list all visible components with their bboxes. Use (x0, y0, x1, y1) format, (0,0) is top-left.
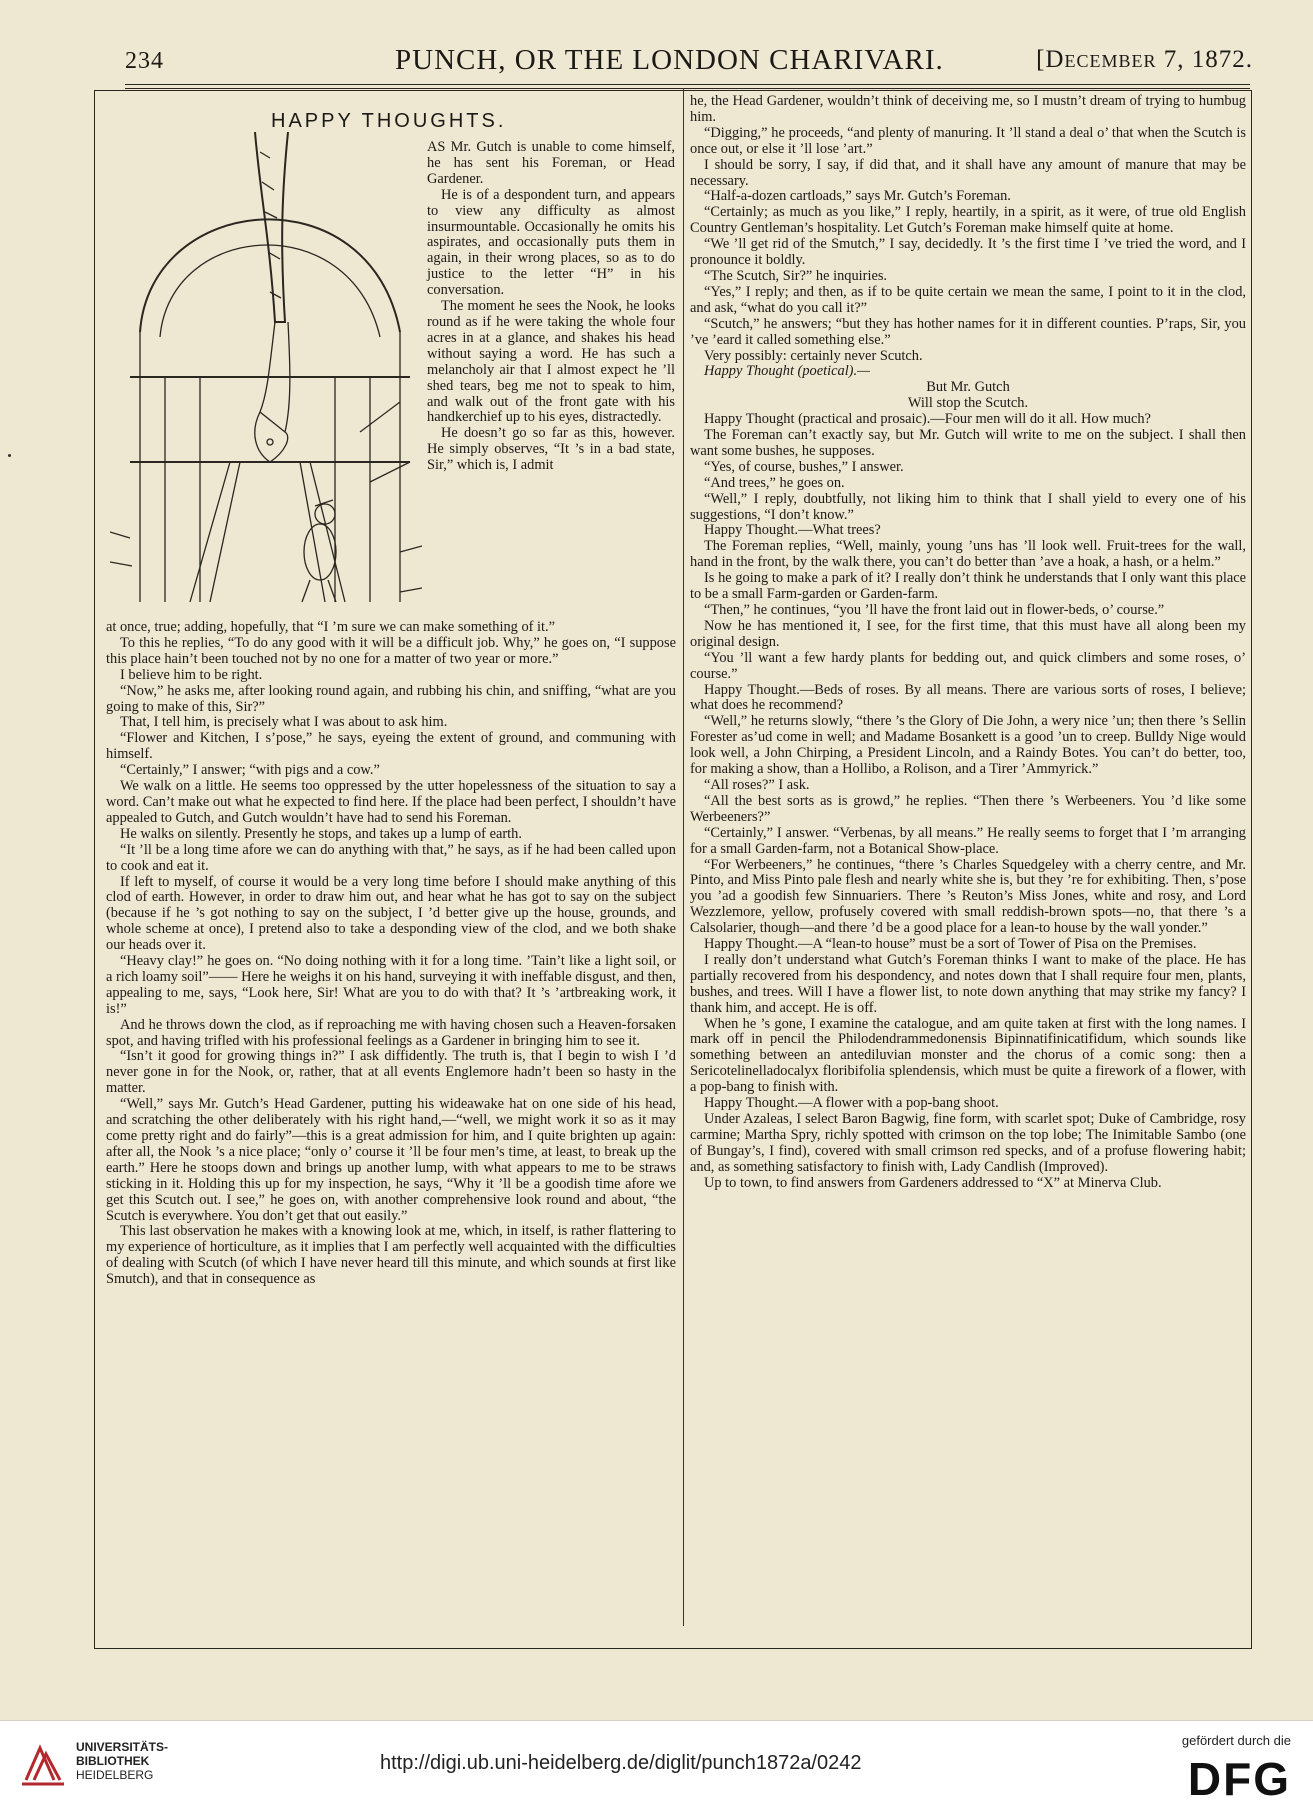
paragraph: “Isn’t it good for growing things in?” I ask diffidently. The truth is, that I begin to wish I ’d never gone in for the Nook, or, rather, that at all events Englemore hadn’t been so hasty in the matter. (106, 1048, 676, 1097)
issue-date: [December 7, 1872. (1036, 46, 1253, 73)
permalink-url[interactable]: http://digi.ub.uni-heidelberg.de/diglit/punch1872a/0242 (380, 1752, 862, 1774)
paragraph: I believe him to be right. (120, 666, 263, 683)
paragraph: I really don’t understand what Gutch’s Foreman thinks I want to make of the place. He has partially recovered from his despondency, and notes down that I shall require four men, plants, bushes, and trees. Will I have a flower list, to note down anything that may strike my fancy? I thank him, and accept. He is off. (690, 951, 1246, 1016)
paragraph: “Now,” he asks me, after looking round again, and rubbing his chin, and sniffing, “what are you going to make of this, Sir?” (106, 682, 676, 715)
intro-paragraph: He doesn’t go so far as this, however. He simply observes, “It ’s in a bad state, Sir,” which is, I admit (427, 425, 675, 474)
paragraph: I should be sorry, I say, if did that, and it shall have any amount of manure that may be necessary. (690, 156, 1246, 189)
article-heading: HAPPY THOUGHTS. (271, 110, 507, 132)
paragraph: Up to town, to find answers from Gardeners addressed to “X” at Minerva Club. (704, 1174, 1162, 1191)
intro-paragraph: The moment he sees the Nook, he looks round as if he were taking the whole four acres in at a glance, and shakes his head without saying a word. He has such a melancholy air that I almost expect he ’ll shed tears, beg me not to speak to him, and walk out of the front gate with his handkerchief up to his eyes, distractedly. (427, 298, 675, 426)
paragraph: “Yes,” I reply; and then, as if to be quite certain we mean the same, I point to it in the clod, and ask, “what do you call it?” (690, 283, 1246, 316)
paragraph: Happy Thought (poetical).— (704, 363, 870, 380)
paragraph: “We ’ll get rid of the Smutch,” I say, decidedly. It ’s the first time I ’ve tried the word, and I pronounce it boldly. (690, 236, 1246, 269)
paragraph: “Heavy clay!” he goes on. “No doing nothing with it for a long time. ’Tain’t like a light soil, or a rich loamy soil”—— Here he weighs it on his hand, surveying it with ineffable disgust, and then, appealing to me, says, “Look here, Sir! What are you to do with that? It ’s ’artbreaking work, it is!” (106, 953, 676, 1017)
paragraph: Happy Thought.—A “lean-to house” must be a sort of Tower of Pisa on the Premises. (704, 936, 1197, 953)
paragraph: “All the best sorts as is growd,” he replies. “Then there ’s Werbeeners. You ’d like some Werbeeners?” (690, 792, 1246, 825)
paragraph: If left to myself, of course it would be a very long time before I should make anything of this clod of earth. However, in order to draw him out, and hear what he has got to say on the subject (because if he ’s got nothing to say on the subject, I ’d better give up the house, grounds, and whole scheme at once), I pretend also to take a desponding view of the clod, and we both shake our heads over it. (106, 873, 676, 954)
paragraph: “Yes, of course, bushes,” I answer. (704, 458, 904, 475)
paragraph: He walks on silently. Presently he stops, and takes up a lump of earth. (120, 825, 522, 842)
paragraph: When he ’s gone, I examine the catalogue, and am quite taken at first with the long names. I mark off in pencil the Philodendrammedonensis Bipinnatifinicatifidum, which sounds like something between an antediluvian monster and the chorus of a comic song: then a Sericotelinelladocalyx floribifolia splendensis, which must be quite a firework of a flower, with a pop-bang to finish with. (690, 1015, 1246, 1096)
paragraph: “Well,” says Mr. Gutch’s Head Gardener, putting his wideawake hat on one side of his head, and scratching the other deliberately with his right hand,—“well, we might work it so as it may come pretty right and do fairly”—this is a great admission for him, and I quite brighten up again: after all, the Nook ’s a nice place; “only o’ course it ’ll be four men’s time, at least, to break up the earth.” Here he stoops down and brings up another lump, with what appears to me to be straws sticking in it. Holding this up for my inspection, he says, “Why it ’ll be a goodish time afore we get this Scutch out. I see,” he goes on, with another comprehensive look round and about, “the Scutch is everywhere. You don’t get that out easily.” (106, 1096, 676, 1224)
verse-line: Will stop the Scutch. (907, 395, 1029, 412)
paragraph: To this he replies, “To do any good with it will be a difficult job. Why,” he goes on, “I suppose this place hain’t been touched not by no one for a matter of two year or more.” (106, 634, 676, 667)
library-line-3: HEIDELBERG (76, 1768, 154, 1782)
header-rule-2 (125, 88, 1250, 89)
paragraph: “Flower and Kitchen, I s’pose,” he says, eyeing the extent of ground, and communing with himself. (106, 730, 676, 763)
funding-caption: gefördert durch die (1181, 1733, 1291, 1748)
page-header (125, 44, 1253, 84)
column-divider (683, 88, 684, 1626)
paragraph: “For Werbeeners,” he continues, “there ’s Charles Squedgeley with a cherry centre, and Mr. Pinto, and Miss Pinto pale flesh and nearly white she is, but they ’re for exhibiting. Then, s’pose you ’ad a goodish few Sinnuariers. There ’s Reuton’s Miss Jones, white and rosy, and Lord Wezzlemore, yellow, profusely covered with small reddish-brown spots—no, that there ’s a Calsolarier, though—and there ’d be a good place for a lean-to house by the wall yonder.” (690, 856, 1246, 937)
paragraph: Happy Thought.—Beds of roses. By all means. There are various sorts of roses, I believe; what does he recommend? (690, 681, 1246, 714)
paragraph: This last observation he makes with a knowing look at me, which, in itself, is rather flattering to my experience of horticulture, as it implies that I am perfectly well acquainted with the difficulties of dealing with Scutch (of which I have never heard till this minute, and which sounds at first like Smutch), and that in consequence as (106, 1223, 676, 1288)
paragraph: The Foreman can’t exactly say, but Mr. Gutch will write to me on the subject. I shall then want some bushes, he supposes. (690, 427, 1246, 459)
paragraph: Happy Thought (practical and prosaic).—Four men will do it all. How much? (704, 411, 1151, 428)
paragraph: “Half-a-dozen cartloads,” says Mr. Gutch’s Foreman. (704, 188, 1011, 205)
paragraph: “Well,” I reply, doubtfully, not liking him to think that I shall yield to every one of his suggestions, “I don’t know.” (690, 490, 1246, 523)
paragraph: “Certainly,” I answer. “Verbenas, by all means.” He really seems to forget that I ’m arranging for a small Garden-farm, not a Botanical Show-place. (690, 824, 1246, 857)
paragraph: “Well,” he returns slowly, “there ’s the Glory of Die John, a wery nice ’un; then there ’s Sellin Forester as’ud come in well; and Madame Bosankett is a good ’un to creep. Bulldy Nige would look well, a John Chirping, a President Lincoln, and a Raindy Botes. You can’t do better, too, for making a show, than a Hollibo, a Rolison, and a Tirer ’Ammyrick.” (690, 713, 1246, 778)
intro-paragraph: He is of a despondent turn, and appears to view any difficulty as almost insurmountable. Occasionally he omits his aspirates, and occasionally puts them in again, in their wrong places, so as to do justice to the letter “H” in his conversation. (427, 186, 675, 299)
paragraph: Now he has mentioned it, I see, for the first time, that this must have all along been my original design. (690, 617, 1246, 650)
header-rule (125, 84, 1250, 85)
intro-paragraph: AS Mr. Gutch is unable to come himself, he has sent his Foreman, or Head Gardener. (427, 139, 675, 187)
library-line-2: BIBLIOTHEK (76, 1754, 150, 1768)
paragraph: “It ’ll be a long time afore we can do anything with that,” he says, as if he had been called upon to cook and eat it. (106, 841, 676, 874)
university-library-logo-icon[interactable] (18, 1740, 68, 1790)
paragraph: That, I tell him, is precisely what I was about to ask him. (120, 714, 448, 731)
paragraph: Happy Thought.—What trees? (704, 522, 881, 539)
library-line-1: UNIVERSITÄTS- (76, 1740, 169, 1754)
paragraph: The Foreman replies, “Well, mainly, young ’uns has ’ll look well. Fruit-trees for the wall, hand in the front, by the walk there, you can’t do better than ’ave a hoak, a hash, or a helm.” (690, 538, 1246, 571)
university-library-name (76, 1740, 168, 1782)
paragraph: “The Scutch, Sir?” he inquiries. (704, 267, 888, 284)
giraffe-illustration (110, 132, 422, 622)
paragraph: We walk on a little. He seems too oppressed by the utter hopelessness of the situation to say a word. Can’t make out what he expected to find here. If the place had been perfect, I shouldn’t have appealed to Gutch, and Gutch wouldn’t have had to send his Foreman. (106, 778, 676, 826)
dfg-logo[interactable]: DFG (1187, 1753, 1291, 1805)
paragraph: “All roses?” I ask. (704, 776, 810, 793)
paragraph: “And trees,” he goes on. (704, 474, 845, 491)
paragraph: “You ’ll want a few hardy plants for bedding out, and quick climbers and some roses, o’ course.” (690, 649, 1246, 682)
paragraph: And he throws down the clod, as if reproaching me with having chosen such a Heaven-forsaken spot, and having trifled with his professional feelings as a Gardener in bringing him to see it. (106, 1016, 676, 1049)
masthead-title: PUNCH, OR THE LONDON CHARIVARI. (395, 44, 944, 76)
paragraph: “Scutch,” he answers; “but they has hother names for it in different counties. P’raps, Sir, you ’ve ’eard it called something else.” (690, 315, 1246, 348)
paragraph: “Certainly; as much as you like,” I reply, heartily, in a spirit, as it were, of true old English Country Gentleman’s hospitality. Let Gutch’s Foreman make himself quite at home. (690, 204, 1246, 237)
paragraph: “Then,” he continues, “you ’ll have the front laid out in flower-beds, o’ course.” (704, 602, 1165, 618)
verse-line: But Mr. Gutch (926, 379, 1010, 396)
paragraph: “Certainly,” I answer; “with pigs and a cow.” (120, 762, 380, 779)
paragraph: “Digging,” he proceeds, “and plenty of manuring. It ’ll stand a deal o’ that when the Scutch is once out, or else it ’ll lose ’art.” (690, 124, 1246, 157)
intro-text (427, 140, 675, 474)
page-number: 234 (125, 48, 164, 74)
paragraph: Very possibly: certainly never Scutch. (704, 347, 923, 364)
paragraph: at once, true; adding, hopefully, that “I ’m sure we can make something of it.” (106, 619, 556, 635)
left-column (106, 620, 676, 1288)
paragraph: Happy Thought.—A flower with a pop-bang shoot. (704, 1095, 999, 1112)
right-column (690, 94, 1246, 1192)
paragraph: he, the Head Gardener, wouldn’t think of deceiving me, so I mustn’t dream of trying to humbug him. (690, 93, 1246, 125)
paragraph: Under Azaleas, I select Baron Bagwig, fine form, with scarlet spot; Duke of Cambridge, rosy carmine; Martha Spry, richly spotted with crimson on the top lobe; The Inimitable Sambo (one of Bungay’s, I find), covered with small crimson red specks, and of a profuse flowering habit; and, as something satisfactory to finish with, Lady Candlish (Improved). (690, 1111, 1246, 1175)
scan-speck (8, 454, 11, 457)
paragraph: Is he going to make a park of it? I really don’t think he understands that I only want this place to be a small Farm-garden or Garden-farm. (690, 570, 1246, 603)
